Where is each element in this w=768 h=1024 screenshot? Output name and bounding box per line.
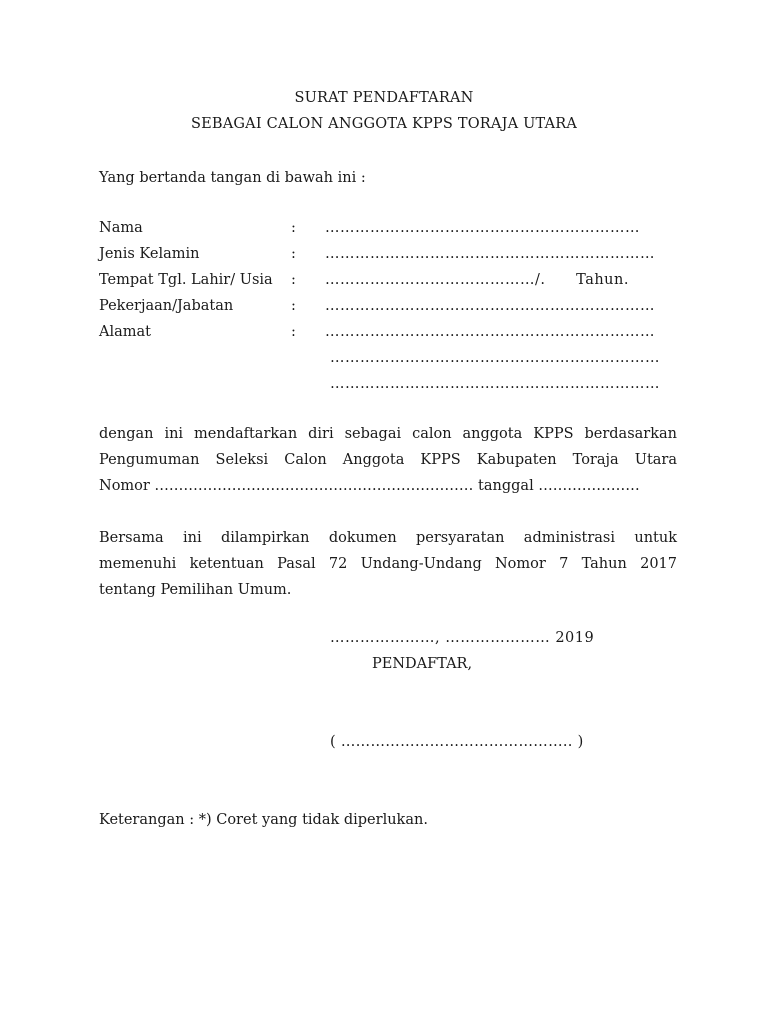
signature-name-placeholder: ( ……………………………………….. )	[330, 734, 584, 750]
field-label: Nama	[99, 220, 143, 236]
attachment-statement	[99, 525, 677, 603]
field-colon: :	[291, 220, 296, 236]
field-colon: :	[291, 298, 296, 314]
field-colon: :	[291, 272, 296, 288]
field-colon: :	[291, 324, 296, 340]
paragraph-line: dengan ini mendaftarkan diri sebagai calon anggota KPPS berdasarkan	[99, 426, 677, 442]
field-nama	[99, 220, 679, 240]
field-tempat-tgl-lahir	[99, 272, 679, 292]
field-value-blank: ……………………………………/. Tahun.	[325, 272, 629, 288]
paragraph-line: Nomor ………………………………………………………… tanggal …………………	[99, 478, 640, 494]
footnote: Keterangan : *) Coret yang tidak diperlukan.	[99, 812, 428, 828]
paragraph-line: Pengumuman Seleksi Calon Anggota KPPS Kabupaten Toraja Utara	[99, 452, 677, 468]
field-label: Tempat Tgl. Lahir/ Usia	[99, 272, 273, 288]
field-label: Jenis Kelamin	[99, 246, 200, 262]
paragraph-line: memenuhi ketentuan Pasal 72 Undang-Undang Nomor 7 Tahun 2017	[99, 556, 677, 572]
field-colon: :	[291, 246, 296, 262]
paragraph-line: tentang Pemilihan Umum.	[99, 582, 292, 598]
document-title: SURAT PENDAFTARAN	[294, 90, 474, 106]
document-subtitle: SEBAGAI CALON ANGGOTA KPPS TORAJA UTARA	[190, 116, 578, 132]
field-value-blank: ………………………………………………………	[325, 220, 640, 236]
address-continuation-line: …………………………………………………………	[330, 350, 660, 366]
field-pekerjaan	[99, 298, 679, 318]
signatory-role: PENDAFTAR,	[372, 656, 473, 672]
field-value-blank: …………………………………………………………	[325, 324, 655, 340]
field-value-blank: …………………………………………………………	[325, 246, 655, 262]
registration-statement	[99, 421, 677, 499]
field-jenis-kelamin	[99, 246, 679, 266]
field-alamat	[99, 324, 679, 344]
field-value-blank: …………………………………………………………	[325, 298, 655, 314]
field-label: Pekerjaan/Jabatan	[99, 298, 234, 314]
address-continuation-line: …………………………………………………………	[330, 376, 660, 392]
field-label: Alamat	[99, 324, 151, 340]
paragraph-line: Bersama ini dilampirkan dokumen persyaratan administrasi untuk	[99, 530, 677, 546]
intro-text: Yang bertanda tangan di bawah ini :	[99, 170, 366, 186]
place-date-line: …………………, ………………… 2019	[330, 630, 595, 646]
